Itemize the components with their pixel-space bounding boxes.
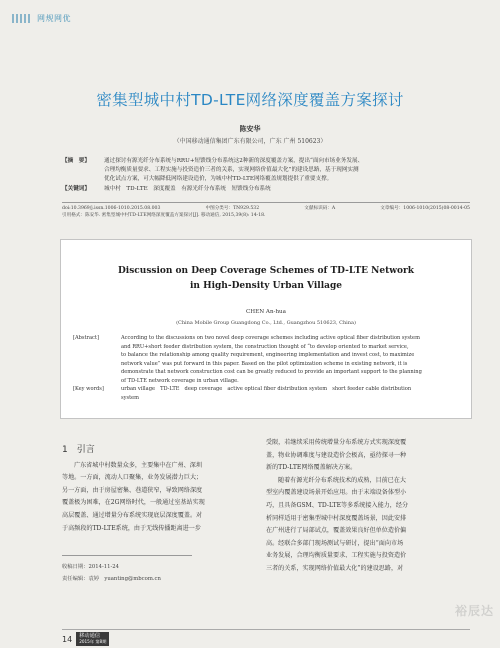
- running-head: [12, 9, 192, 27]
- article-number: 文章编号：1006-1010(2015)08-0014-05: [380, 206, 470, 211]
- section-marker-icon: [12, 14, 32, 23]
- abstract-line: 优化试点方案，可大幅降低网络建设造价，为城中村TD-LTE网络覆盖规划提供了重要支撑。: [104, 176, 333, 183]
- english-abstract-line: to balance the relationship among quality requirement, engineering implementation and invest cost, to maximize: [121, 352, 415, 358]
- abstract-line: 合理均衡质量要求、工程实施与投资造价三者的关系，实现网络价值最大化”的建设思路，基于现网实测: [104, 167, 359, 174]
- abstract-label: 【摘 要】: [62, 158, 90, 164]
- left-column: [62, 444, 258, 535]
- english-abstract-box: [60, 239, 472, 419]
- body-line: 三者的关系，实现网络价值最大化”的建设思路，对: [266, 564, 404, 572]
- english-keywords-label: [Key words]: [73, 386, 104, 392]
- body-line: 覆盖极为困难，在2G网络时代，一般通过室基站实现: [62, 499, 205, 507]
- footnote-divider: [62, 555, 192, 556]
- english-abstract-line: of TD-LTE network coverage in urban village.: [121, 377, 239, 384]
- watermark: 裕辰达: [454, 604, 494, 618]
- doc-code: 文献标识码：A: [304, 206, 336, 211]
- english-title-line: in High-Density Urban Village: [190, 281, 342, 291]
- english-keywords-line: system: [121, 394, 139, 401]
- body-line: 高。经联合多部门现场测试与研讨，提出“面向市场: [266, 539, 404, 547]
- page-footer: [62, 632, 109, 646]
- journal-logo: [76, 632, 109, 646]
- doi: doi:10.3969/j.issn.1006-1010.2015.08.003: [62, 206, 161, 211]
- english-abstract-line: network value” was put forward in this paper. Based on the pilot optimization scheme in existing network, it is: [121, 360, 408, 367]
- english-keywords-line: urban village TD-LTE deep coverage active optical fiber distribution system short feeder cable distribution: [121, 386, 412, 392]
- section-heading: [62, 444, 258, 457]
- citation: 引用格式：陈安华. 密集型城中村TD-LTE网络深度覆盖方案探讨[J]. 移动通信, 2015,39(8): 14-18.: [62, 212, 266, 218]
- body-line: 在广州进行了局部试点，覆盖效果良好但单位造价偏: [266, 527, 407, 535]
- received-date: 收稿日期：2014-11-24: [62, 564, 120, 570]
- english-abstract-line: and RRU+short feeder distribution system, the construction thought of “to develop oriented to market service,: [121, 343, 409, 350]
- english-author: CHEN An-hua: [246, 309, 286, 315]
- footer-divider: [62, 629, 470, 630]
- body-line: 高层覆盖、通过增量分布系统实现底层深度覆盖。对: [62, 511, 203, 519]
- section-number: 1: [62, 445, 68, 455]
- abstract-line: 通过探讨有源光纤分布系统与RRU+短馈线分布系统这2种新的深度覆盖方案，提出“面向市场业务发展、: [104, 158, 364, 164]
- chinese-abstract: [62, 157, 470, 194]
- section-name: 网规网优: [37, 13, 71, 23]
- body-line: 业务发展，合理均衡质量要求、工程实施与投资造价: [266, 552, 407, 560]
- article-title: 密集型城中村TD-LTE网络深度覆盖方案探讨: [96, 91, 404, 109]
- divider: [62, 202, 470, 203]
- section-title: 引言: [76, 445, 95, 455]
- english-affiliation: (China Mobile Group Guangdong Co., Ltd., Guangzhou 510623, China): [176, 320, 356, 326]
- article-affiliation: （中国移动通信集团广东有限公司，广东 广州 510623）: [173, 138, 327, 145]
- body-line: 等地。一方面，流动人口聚集，业务发展潜力巨大；: [62, 474, 203, 482]
- english-title-line: Discussion on Deep Coverage Schemes of TD-LTE Network: [118, 266, 414, 276]
- body-line: 广东省城中村数量众多，主要集中在广州、深圳: [74, 461, 202, 469]
- keywords-label: 【关键词】: [62, 185, 90, 192]
- body-line: 析同样适用于密集型城中村深度覆盖场景，因此安排: [266, 514, 407, 522]
- article-author: 陈安华: [239, 124, 261, 133]
- body-line: 随着有源光纤分布系统技术的成熟，目前已在大: [278, 476, 406, 484]
- body-line: 于高频段的TD-LTE系统，由于无线传播距离进一步: [62, 524, 201, 532]
- english-abstract-label: [Abstract]: [73, 335, 99, 341]
- responsible-editor: 责任编辑：袁婷 yuanting@mbcom.cn: [62, 576, 161, 582]
- journal-name: 移动通信: [79, 633, 100, 639]
- clc-number: 中图分类号：TN929.532: [205, 206, 260, 211]
- body-line: 新的TD-LTE网络覆盖解决方案。: [266, 464, 357, 472]
- english-abstract-line: According to the discussions on two novel deep coverage schemes including active optical fiber distribution system: [121, 335, 420, 341]
- body-line: 另一方面，由于房屋密集、巷道狭窄，导致网络深度: [62, 486, 203, 494]
- body-line: 型室内覆盖建设场景开始应用。由于末端设备体型小: [266, 489, 407, 497]
- body-line: 盖，物业协调难度与建设造价会极高，亟待探寻一种: [266, 451, 407, 459]
- english-title: [61, 264, 471, 294]
- page-number: 14: [62, 634, 73, 644]
- body-line: 巧，且具备GSM、TD-LTE等多系统接入能力，经分: [266, 501, 409, 509]
- journal-issue: 2015年 第8期: [79, 639, 107, 644]
- english-abstract-line: demonstrate that network construction cost can be greatly reduced to provide an important support to the planning: [121, 369, 422, 375]
- body-line: 受限，若继续采用传统增量分布系统方式实现深度覆: [266, 439, 407, 446]
- footnotes: [62, 561, 161, 585]
- right-column: [266, 437, 470, 576]
- keywords-text: 城中村 TD-LTE 深度覆盖 有源光纤分布系统 短馈线分布系统: [104, 185, 271, 192]
- article-meta: [62, 206, 470, 219]
